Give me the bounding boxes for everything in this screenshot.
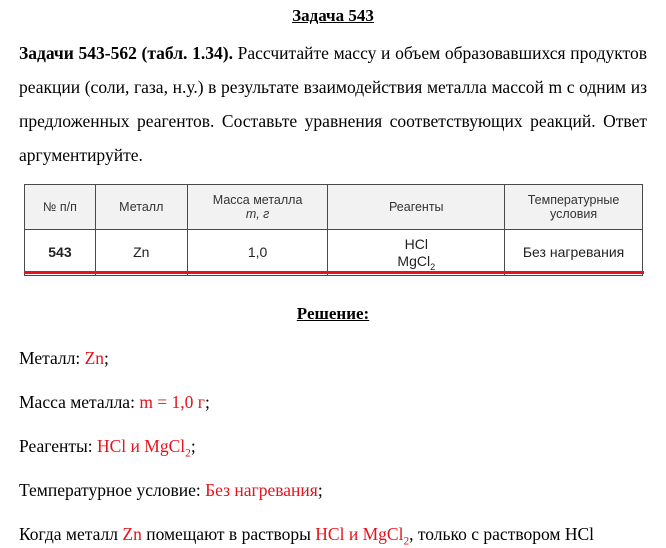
header-mass-line1: Масса металла	[212, 193, 303, 207]
header-temp-line2: условия	[549, 207, 598, 221]
mass-value: m = 1,0 г	[139, 392, 205, 412]
task-text: Рассчитайте массу и объем образовавшихся продуктов реакции (соли, газа, н.у.) в результате взаимодействия металла массой m с одним из предложенных реагентов. Составьте уравнения соответствующих реакций. Ответ аргументируйте.	[19, 43, 647, 165]
last-text-1: Когда металл	[19, 524, 123, 544]
solution-metal-line	[19, 347, 109, 369]
cell-reagent-2-base: MgCl	[397, 252, 431, 269]
cell-metal: Zn	[95, 230, 187, 276]
header-reagents: Реагенты	[328, 185, 505, 230]
last-red-2	[315, 524, 410, 548]
table-header-row	[25, 185, 643, 230]
solution-mass-line	[19, 391, 210, 413]
header-num: № п/п	[25, 185, 96, 230]
last-red-1: Zn	[122, 524, 142, 544]
solution-last-line	[19, 523, 595, 548]
cell-reagent-2	[397, 252, 436, 272]
last-text-2: помещают в растворы	[141, 524, 316, 544]
header-mass-line2: m, г	[245, 207, 270, 221]
last-red-2-sub: 2	[403, 535, 410, 548]
metal-label: Металл:	[19, 348, 85, 368]
metal-value: Zn	[84, 348, 105, 368]
temp-label: Температурное условие:	[19, 480, 206, 500]
reagents-value-sub: 2	[185, 447, 191, 460]
cell-reagent-2-sub: 2	[430, 261, 436, 272]
cell-num: 543	[25, 230, 96, 276]
task-title: Задача 543	[292, 6, 374, 25]
temp-value: Без нагревания	[205, 480, 318, 500]
task-reference: Задачи 543-562 (табл. 1.34).	[19, 43, 233, 63]
last-text-3: , только с раствором HCl	[409, 524, 595, 544]
temp-end: ;	[317, 480, 323, 500]
cell-temp: Без нагревания	[505, 230, 643, 276]
reagents-value-base: HCl и MgCl	[96, 436, 186, 456]
header-metal: Металл	[95, 185, 187, 230]
cell-mass: 1,0	[187, 230, 328, 276]
reagents-value	[96, 436, 191, 460]
solution-temp-line	[19, 479, 323, 501]
last-red-2-base: HCl и MgCl	[315, 524, 404, 544]
reagents-label: Реагенты:	[19, 436, 97, 456]
table-row	[25, 230, 643, 276]
cell-reagent-1: HCl	[404, 235, 428, 252]
header-temp	[505, 185, 643, 230]
solution-title: Решение:	[296, 304, 370, 323]
header-mass	[187, 185, 328, 230]
header-temp-line1: Температурные	[527, 193, 620, 207]
solution-reagents-line	[19, 435, 196, 460]
table-bottom-red-line	[24, 271, 644, 274]
mass-end: ;	[204, 392, 210, 412]
reagents-end: ;	[190, 436, 196, 456]
task-table	[24, 184, 643, 276]
task-description	[19, 36, 647, 172]
metal-end: ;	[104, 348, 109, 368]
mass-label: Масса металла:	[19, 392, 140, 412]
cell-reagents	[328, 230, 505, 276]
